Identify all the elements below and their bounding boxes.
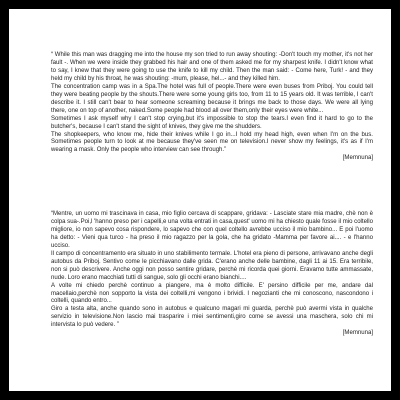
- italian-paragraph-2: Il campo di concentramento era situato in uno stabilimento termale. L'hotel era pieno di persone, arrivavano anche degli autobus da Priboj. Sentivo come le picchiavano dalle grida. C'erano anche delle bambine, dagli 11 ai 15. Era terribile, non si può descrivere. Anche oggi non posso sentire gridare, perchè mi ricorda quei giorni. Eravamo tutte ammassate, nude. Loro erano macchiati tutti di sangue, solo gli occhi erano bianchi....: [51, 250, 373, 281]
- english-testimony: [51, 52, 373, 163]
- english-paragraph-1: “ While this man was dragging me into the house my son tried to run away shouting: -Don't touch my mother, it's not her fault -. When we were inside they grabbed his hair and one of them asked me for my sharpest knife. I didn't know what to say, I knew that they were going to use the knife to kill my child. Then the man said: - Come here, Turk! - and they held my child by his throat, he was shouting: -mum, please, hel...- and they killed him.: [51, 52, 373, 82]
- english-paragraph-3: Sometimes I ask myself why I can't stop crying,but it's impossible to stop the tears.I even find it hard to go to the butcher's, because I can't stand the sight of knives, they give me the shudders.: [51, 115, 373, 130]
- english-paragraph-2: The concentration camp was in a Spa.The hotel was full of people.There were even buses from Priboj. You could tell they were beating people by the shouts.There were some young girls too, from 11 to 15 years old. It was terrible, I can't describe it. I still can't bear to hear someone screaming because it brings me back to those days. We were all lying there, one on top of another, naked.Some people had blood all over them,only their eyes were white...: [51, 83, 373, 114]
- english-signature: [Memnuna]: [342, 155, 373, 162]
- white-page: [9, 9, 391, 391]
- english-paragraph-4: The shopkeepers, who know me, hide their knives while I go in...I hold my head high, even when I'm on the bus. Sometimes people turn to look at me because they've seen me on television.I never show my feelings, it's as if I'm wearing a mask. Only the people who interview can see through.”: [51, 131, 373, 154]
- italian-signature: [Memnuna]: [342, 330, 373, 337]
- italian-paragraph-4: Giro a testa alta, anche quando sono in autobus e qualcuno magari mi guarda, perchè può avermi vista in qualche servizio in televisione.Non lascio mai trasparire i miei sentimenti,giro come se avessi una maschera, solo chi mi intervista lo può vedere. ”: [51, 306, 373, 329]
- italian-testimony: [51, 211, 373, 338]
- italian-paragraph-1: “Mentre, un uomo mi trascinava in casa, mio figlio cercava di scappare, gridava: - Lasciate stare mia madre, chè non è colpa sua-.Poi,l 'hanno preso per i capelli,e una volta entrati in casa,quest' uomo mi ha chiesto quale fosse il mio coltello migliore, io non sapevo cosa rispondere, lo sapevo che con quel coltello avrebbe ucciso il mio bambino... E poi l'uomo ha detto: - Vieni qua turco - ha preso il mio ragazzo per la gola, che ha gridato -Mamma per favore ai.... - e l'hanno ucciso.: [51, 211, 373, 249]
- italian-paragraph-3: A volte mi chiedo perchè continuo a piangere, ma è molto difficile. E' persino difficile per me, andare dal macellaio,perchè non sopporto la vista dei coltelli,mi vengono i brividi. I negozianti che mi conoscono, nascondono i coltelli, quando entro...: [51, 282, 373, 305]
